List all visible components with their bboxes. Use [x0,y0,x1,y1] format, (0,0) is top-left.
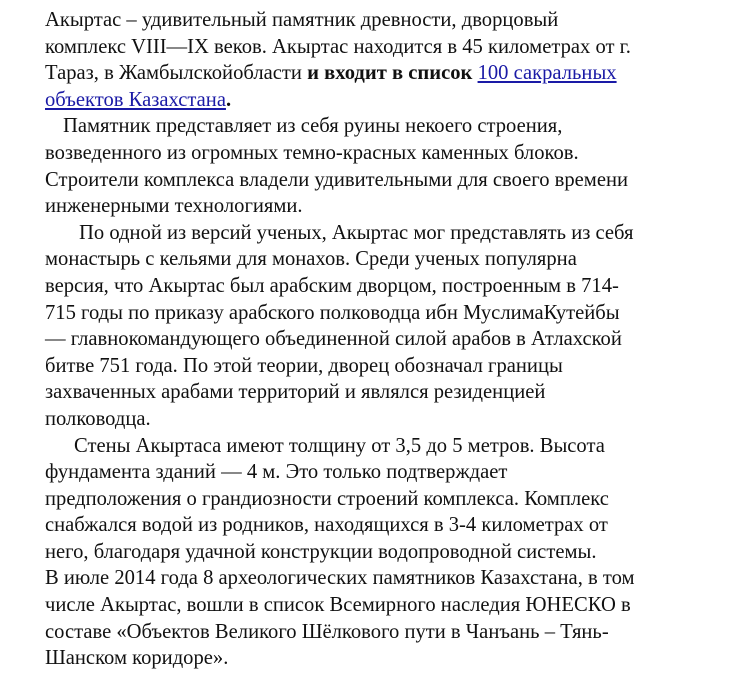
sacred-objects-link[interactable]: 100 сакральных [477,62,617,85]
text-line: — главнокомандующего объединенной силой арабов в Атлахской [45,328,622,351]
text-line: снабжался водой из родников, находящихся в 3-4 километрах от [45,514,608,537]
article-text [45,7,745,672]
paragraph-first-line: Памятник представляет из себя руины некоего строения, [63,115,563,138]
text-line: фундамента зданий — 4 м. Это только подтверждает [45,461,508,484]
text-line: комплекс VIII—IX веков. Акыртас находится в 45 километрах от г. [45,35,631,58]
text-line: Акыртас – удивительный памятник древности, дворцовый [45,9,559,31]
text-line: монастырь с кельями для монахов. Среди ученых популярна [45,248,577,271]
paragraph-first-line: В июле 2014 года 8 археологических памятников Казахстана, в том [45,567,635,590]
bold-text: . [225,88,232,111]
bold-text: и входит в список [307,62,478,85]
paragraph-first-line: Стены Акыртаса имеют толщину от 3,5 до 5 метров. Высота [74,434,605,457]
text-line: битве 751 года. По этой теории, дворец обозначал границы [45,354,563,377]
text-line: предположения о грандиозности строений комплекса. Комплекс [45,487,609,510]
text-line: Шанском коридоре». [45,647,229,670]
paragraph-first-line: По одной из версий ученых, Акыртас мог представлять из себя [79,221,634,244]
text-line: числе Акыртас, вошли в список Всемирного наследия ЮНЕСКО в [45,594,631,617]
text-line: составе «Объектов Великого Шёлкового пути в Чанъань – Тянь- [45,620,609,643]
text-line: 715 годы по приказу арабского полководца ибн МуслимаКутейбы [45,301,620,324]
text-line: захваченных арабами территорий и являлся резиденцией [45,381,546,404]
text-line: Строители комплекса владели удивительными для своего времени [45,168,629,191]
text-line: возведенного из огромных темно-красных каменных блоков. [45,141,579,164]
text-line [45,60,745,87]
sacred-objects-link-continued[interactable]: объектов Казахстана [45,88,226,111]
text-line: него, благодаря удачной конструкции водопроводной системы. [45,540,597,563]
text-line: полководца. [45,407,151,430]
text-line [45,87,745,114]
text-line: инженерными технологиями. [45,195,303,218]
text-line: версия, что Акыртас был арабским дворцом, построенным в 714- [45,274,619,297]
text-run: Тараз, в Жамбылскойобласти [45,62,308,85]
